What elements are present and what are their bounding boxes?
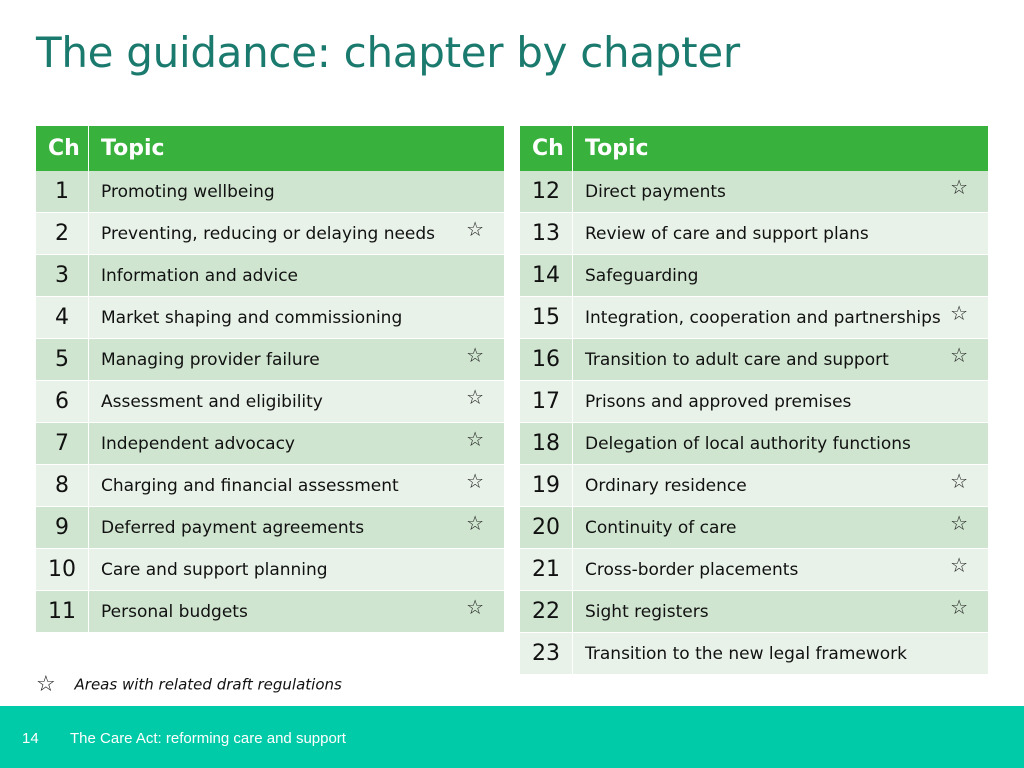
chapter-topic: Safeguarding [585, 265, 699, 286]
chapter-topic-cell [573, 633, 989, 675]
table-row [36, 381, 504, 423]
chapter-topic-cell [89, 549, 505, 591]
legend-text: Areas with related draft regulations [74, 675, 342, 694]
chapter-topic: Ordinary residence [585, 475, 747, 496]
chapter-topic: Continuity of care [585, 517, 737, 538]
chapter-number: 6 [36, 381, 89, 423]
table-row [520, 339, 988, 381]
star-outline-icon: ☆ [466, 385, 484, 409]
chapter-topic: Independent advocacy [101, 433, 295, 454]
chapter-topic: Delegation of local authority functions [585, 433, 911, 454]
chapter-number: 22 [520, 591, 573, 633]
chapter-topic-cell [89, 465, 505, 507]
chapter-topic: Assessment and eligibility [101, 391, 323, 412]
chapter-topic: Personal budgets [101, 601, 248, 622]
legend [36, 672, 342, 697]
header-topic: Topic [573, 126, 989, 171]
chapter-topic: Promoting wellbeing [101, 181, 275, 202]
page-title: The guidance: chapter by chapter [36, 28, 740, 77]
chapter-number: 16 [520, 339, 573, 381]
chapter-number: 10 [36, 549, 89, 591]
table-row [520, 381, 988, 423]
chapter-number: 11 [36, 591, 89, 633]
chapter-topic-cell [89, 213, 505, 255]
chapter-topic-cell [89, 381, 505, 423]
chapter-number: 23 [520, 633, 573, 675]
chapter-topic-cell [89, 339, 505, 381]
star-outline-icon: ☆ [950, 553, 968, 577]
table-row [36, 591, 504, 633]
star-outline-icon: ☆ [950, 301, 968, 325]
table-row [36, 213, 504, 255]
table-row [520, 171, 988, 213]
chapter-topic-cell [573, 213, 989, 255]
chapter-topic: Care and support planning [101, 559, 328, 580]
chapter-number: 1 [36, 171, 89, 213]
chapter-topic-cell [573, 507, 989, 549]
star-outline-icon: ☆ [466, 511, 484, 535]
chapter-table-right [520, 126, 988, 675]
chapter-topic-cell [89, 423, 505, 465]
star-outline-icon: ☆ [466, 595, 484, 619]
footer-bar [0, 706, 1024, 768]
table-row [36, 465, 504, 507]
chapter-number: 9 [36, 507, 89, 549]
header-ch: Ch [520, 126, 573, 171]
chapter-number: 19 [520, 465, 573, 507]
chapter-number: 3 [36, 255, 89, 297]
chapter-topic-cell [89, 507, 505, 549]
table-row [36, 255, 504, 297]
page-number: 14 [22, 730, 39, 747]
star-outline-icon: ☆ [466, 343, 484, 367]
chapter-topic-cell [89, 297, 505, 339]
chapter-number: 8 [36, 465, 89, 507]
chapter-topic: Market shaping and commissioning [101, 307, 403, 328]
chapter-number: 12 [520, 171, 573, 213]
chapter-number: 4 [36, 297, 89, 339]
chapter-topic: Integration, cooperation and partnerships [585, 307, 941, 328]
header-topic: Topic [89, 126, 505, 171]
star-outline-icon: ☆ [466, 427, 484, 451]
star-outline-icon: ☆ [950, 175, 968, 199]
star-outline-icon: ☆ [950, 469, 968, 493]
star-outline-icon: ☆ [466, 217, 484, 241]
chapter-topic-cell [573, 297, 989, 339]
chapter-number: 18 [520, 423, 573, 465]
chapter-number: 20 [520, 507, 573, 549]
chapter-topic-cell [573, 381, 989, 423]
star-outline-icon: ☆ [36, 672, 56, 697]
chapter-number: 7 [36, 423, 89, 465]
table-row [36, 297, 504, 339]
chapter-topic: Managing provider failure [101, 349, 320, 370]
chapter-topic: Sight registers [585, 601, 709, 622]
table-row [36, 423, 504, 465]
chapter-topic: Transition to adult care and support [585, 349, 889, 370]
chapter-number: 14 [520, 255, 573, 297]
chapter-topic-cell [573, 465, 989, 507]
chapter-topic-cell [573, 423, 989, 465]
table-row [520, 255, 988, 297]
chapter-topic: Transition to the new legal framework [585, 643, 907, 664]
table-header-row [520, 126, 988, 171]
chapter-topic: Review of care and support plans [585, 223, 869, 244]
table-row [36, 507, 504, 549]
chapter-topic-cell [89, 171, 505, 213]
table-row [520, 297, 988, 339]
chapter-number: 2 [36, 213, 89, 255]
table-row [520, 549, 988, 591]
table-row [520, 465, 988, 507]
chapter-topic-cell [573, 549, 989, 591]
table-row [36, 339, 504, 381]
chapter-topic-cell [89, 255, 505, 297]
chapter-topic: Information and advice [101, 265, 298, 286]
table-row [36, 549, 504, 591]
footer-text: The Care Act: reforming care and support [70, 730, 346, 747]
chapter-topic-cell [573, 255, 989, 297]
chapter-topic-cell [573, 591, 989, 633]
star-outline-icon: ☆ [950, 511, 968, 535]
chapter-topic-cell [573, 339, 989, 381]
table-row [520, 633, 988, 675]
chapter-number: 15 [520, 297, 573, 339]
chapter-number: 21 [520, 549, 573, 591]
chapter-number: 5 [36, 339, 89, 381]
chapter-topic: Direct payments [585, 181, 726, 202]
chapter-table-left [36, 126, 504, 633]
star-outline-icon: ☆ [950, 343, 968, 367]
chapter-topic: Prisons and approved premises [585, 391, 852, 412]
table-row [520, 213, 988, 255]
chapter-topic: Charging and financial assessment [101, 475, 399, 496]
table-row [520, 423, 988, 465]
chapter-number: 13 [520, 213, 573, 255]
chapter-topic-cell [573, 171, 989, 213]
chapter-number: 17 [520, 381, 573, 423]
chapter-topic: Preventing, reducing or delaying needs [101, 223, 436, 244]
chapter-topic: Cross-border placements [585, 559, 799, 580]
table-header-row [36, 126, 504, 171]
star-outline-icon: ☆ [466, 469, 484, 493]
chapter-topic-cell [89, 591, 505, 633]
star-outline-icon: ☆ [950, 595, 968, 619]
table-row [36, 171, 504, 213]
header-ch: Ch [36, 126, 89, 171]
table-row [520, 507, 988, 549]
chapter-topic: Deferred payment agreements [101, 517, 365, 538]
table-row [520, 591, 988, 633]
